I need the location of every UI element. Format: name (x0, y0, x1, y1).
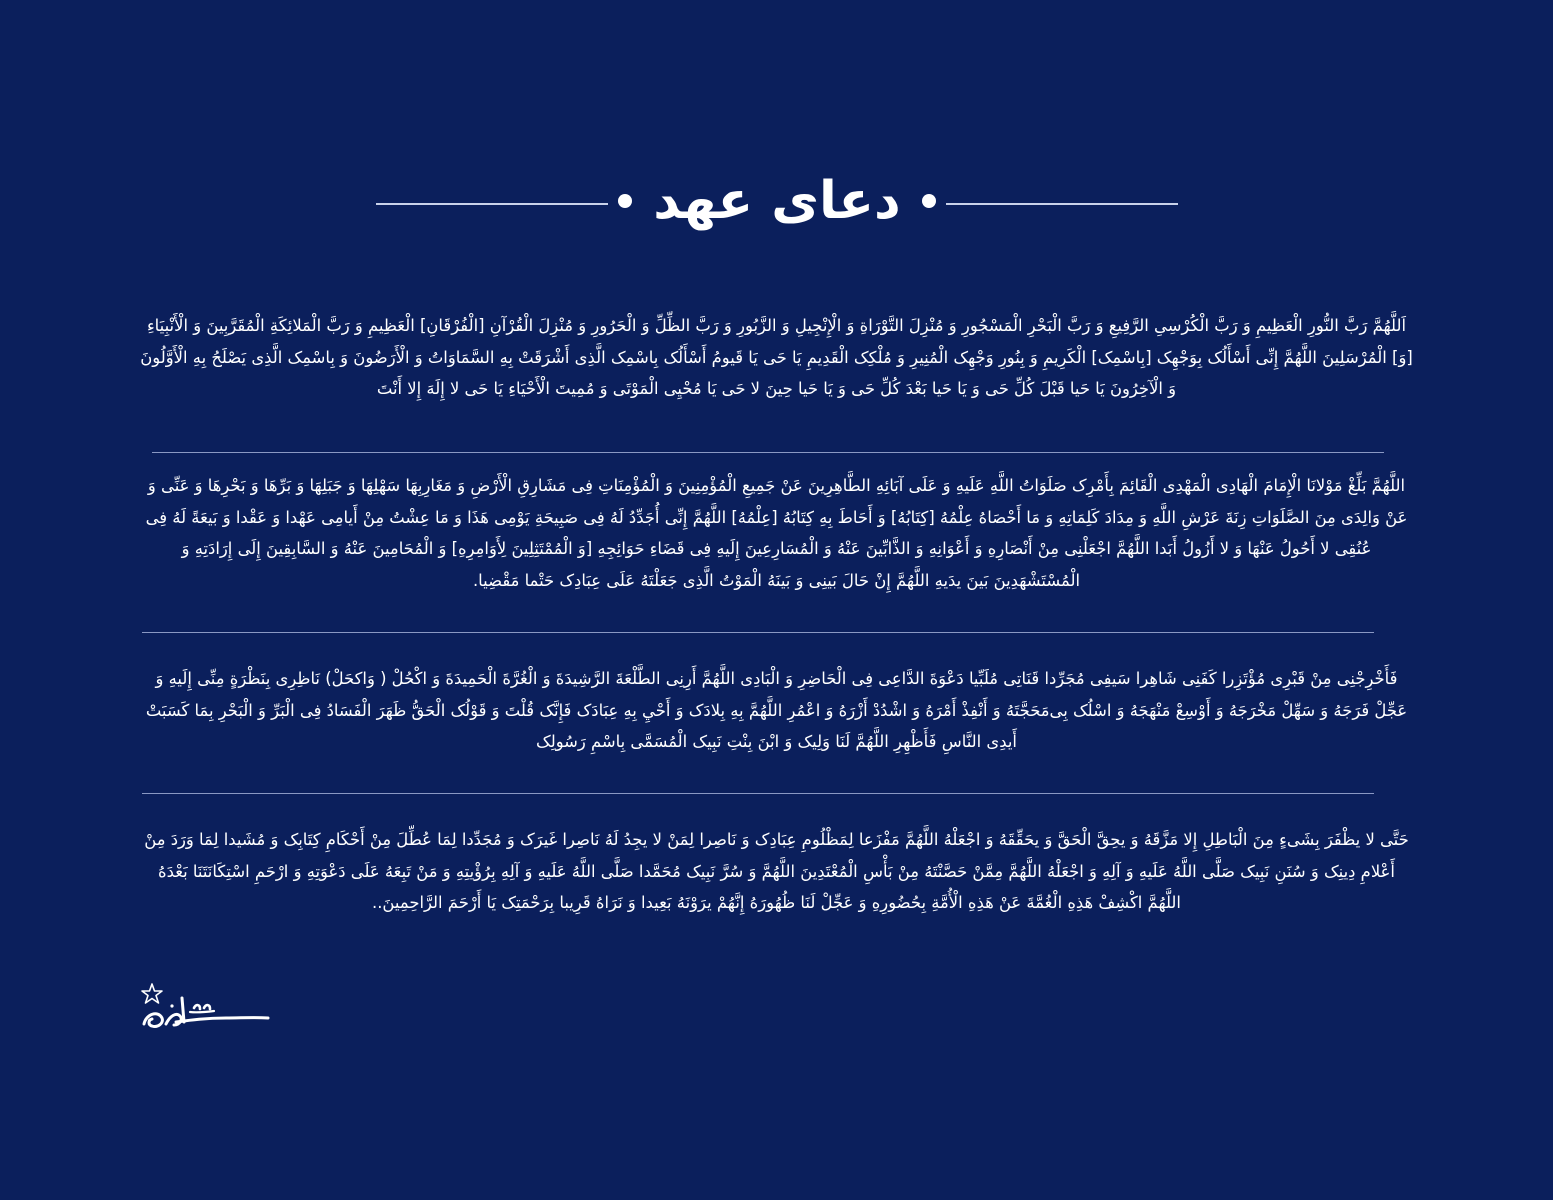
prayer-paragraph-2: اللَّهُمَّ بَلِّغْ مَوْلانَا الْإِمَامَ الْهَادِی الْمَهْدِی الْقَائِمَ بِأَمْرِک صَلَوَاتُ اللَّهِ عَلَيهِ وَ عَلَی آبَائِهِ الطَّاهِرِينَ عَنْ جَمِيعِ الْمُؤْمِنِينَ وَ الْمُؤْمِنَاتِ فِی مَشَارِقِ الْأَرْضِ وَ مَغَارِبِهَا سَهْلِهَا وَ جَبَلِهَا وَ بَرِّهَا وَ بَحْرِهَا وَ عَنِّی وَ عَنْ وَالِدَی مِنَ الصَّلَوَاتِ زِنَةَ عَرْشِ اللَّهِ وَ مِدَادَ كَلِمَاتِهِ وَ مَا أَحْصَاهُ عِلْمُهُ [كِتَابُهُ] وَ أَحَاطَ بِهِ كِتَابُهُ [عِلْمُهُ] اللَّهُمَّ إِنِّی أُجَدِّدُ لَهُ فِی صَبِيحَةِ يَوْمِی هَذَا وَ مَا عِشْتُ مِنْ أَيامِی عَهْدا وَ عَقْدا وَ بَيعَةً لَهُ فِی عُنُقِی لا أَحُولُ عَنْهَا وَ لا أَزُولُ أَبَدا اللَّهُمَّ اجْعَلْنِی مِنْ أَنْصَارِهِ وَ أَعْوَانِهِ وَ الذَّابِّينَ عَنْهُ وَ الْمُسَارِعِينَ إِلَيهِ فِی قَضَاءِ حَوَائِجِهِ [وَ الْمُمْتَثِلِينَ لِأَوَامِرِهِ] وَ الْمُحَامِينَ عَنْهُ وَ السَّابِقِينَ إِلَی إِرَادَتِهِ وَ الْمُسْتَشْهَدِينَ بَينَ يدَيهِ اللَّهُمَّ إِنْ حَالَ بَينِی وَ بَينَهُ الْمَوْتُ الَّذِی جَعَلْتَهُ عَلَی عِبَادِک حَتْما مَقْضِيا. (145, 476, 1408, 590)
title-rule-right (946, 203, 1178, 205)
paragraph-divider-1 (152, 452, 1384, 453)
paragraph-divider-2 (142, 632, 1374, 633)
title-banner (376, 150, 1178, 260)
signature-mark-icon (136, 978, 276, 1038)
title-dot-right (922, 194, 936, 208)
paragraph-divider-3 (142, 793, 1374, 794)
prayer-paragraph-4: حَتَّی لا يظْفَرَ بِشَیءٍ مِنَ الْبَاطِلِ إِلا مَزَّقَهُ وَ يحِقَّ الْحَقَّ وَ يحَقِّقَهُ وَ اجْعَلْهُ اللَّهُمَّ مَفْزَعا لِمَظْلُومِ عِبَادِک وَ نَاصِرا لِمَنْ لا يجِدُ لَهُ نَاصِرا غَيرَک وَ مُجَدِّدا لِمَا عُطِّلَ مِنْ أَحْكَامِ كِتَابِک وَ مُشَيدا لِمَا وَرَدَ مِنْ أَعْلامِ دِينِک وَ سُنَنِ نَبِيک صَلَّی اللَّهُ عَلَيهِ وَ آلِهِ وَ اجْعَلْهُ اللَّهُمَّ مِمَّنْ حَصَّنْتَهُ مِنْ بَأْسِ الْمُعْتَدِينَ اللَّهُمَّ وَ سُرَّ نَبِيک مُحَمَّدا صَلَّی اللَّهُ عَلَيهِ وَ آلِهِ بِرُؤْيتِهِ وَ مَنْ تَبِعَهُ عَلَی دَعْوَتِهِ وَ ارْحَمِ اسْتِكَانَتَنَا بَعْدَهُ اللَّهُمَّ اكْشِفْ هَذِهِ الْغُمَّةَ عَنْ هَذِهِ الْأُمَّةِ بِحُضُورِهِ وَ عَجِّلْ لَنَا ظُهُورَهُ إِنَّهُمْ يرَوْنَهُ بَعِيدا وَ نَرَاهُ قَرِيبا بِرَحْمَتِک يَا أَرْحَمَ الرَّاحِمِينَ.. (144, 830, 1409, 912)
title-dot-left (618, 194, 632, 208)
page-title: دعای عهد (653, 171, 901, 231)
title-rule-left (376, 203, 608, 205)
signature-logo (136, 978, 276, 1038)
prayer-paragraph-3: فَأَخْرِجْنِی مِنْ قَبْرِی مُؤْتَزِرا كَفَنِی شَاهِرا سَيفِی مُجَرِّدا قَنَاتِی مُلَبِّيا دَعْوَةَ الدَّاعِی فِی الْحَاضِرِ وَ الْبَادِی اللَّهُمَّ أَرِنِی الطَّلْعَةَ الرَّشِيدَةَ وَ الْغُرَّةَ الْحَمِيدَةَ وَ اكْحُلْ ( وَاكحَلْ) نَاظِرِی بِنَظْرَةٍ مِنِّی إِلَيهِ وَ عَجِّلْ فَرَجَهُ وَ سَهِّلْ مَخْرَجَهُ وَ أَوْسِعْ مَنْهَجَهُ وَ اسْلُک بِی‌مَحَجَّتَهُ وَ أَنْفِذْ أَمْرَهُ وَ اشْدُدْ أَزْرَهُ وَ اعْمُرِ اللَّهُمَّ بِهِ بِلادَک وَ أَحْيِ بِهِ عِبَادَک فَإِنَّک قُلْتَ وَ قَوْلُک الْحَقُّ ظَهَرَ الْفَسَادُ فِی الْبَرِّ وَ الْبَحْرِ بِمَا كَسَبَتْ أَيدِی النَّاسِ فَأَظْهِرِ اللَّهُمَّ لَنَا وَلِيک وَ ابْنَ بِنْتِ نَبِيک الْمُسَمَّی بِاسْمِ رَسُولِک (145, 669, 1408, 751)
prayer-paragraph-1: اَللَّهُمَّ رَبَّ النُّورِ الْعَظِيمِ وَ رَبَّ الْكُرْسِیِ الرَّفِيعِ وَ رَبَّ الْبَحْرِ الْمَسْجُورِ وَ مُنْزِلَ التَّوْرَاةِ وَ الْإِنْجِيلِ وَ الزَّبُورِ وَ رَبَّ الظِّلِّ وَ الْحَرُورِ وَ مُنْزِلَ الْقُرْآنِ [الْفُرْقَانِ] الْعَظِيمِ وَ رَبَّ الْمَلائِكَةِ الْمُقَرَّبِينَ وَ الْأَنْبِيَاءِ [وَ] الْمُرْسَلِينَ اللَّهُمَّ إِنِّی أَسْأَلُک بِوَجْهِک [بِاسْمِک] الْكَرِيمِ وَ بِنُورِ وَجْهِک الْمُنِيرِ وَ مُلْكِک الْقَدِيمِ يَا حَی يَا قَيومُ أَسْأَلُک بِاسْمِک الَّذِی أَشْرَقَتْ بِهِ السَّمَاوَاتُ وَ الْأَرَضُونَ وَ بِاسْمِک الَّذِی يَصْلَحُ بِهِ الْأَوَّلُونَ وَ الْآخِرُونَ يَا حَيا قَبْلَ كُلِّ حَی وَ يَا حَيا بَعْدَ كُلِّ حَی وَ يَا حَيا حِينَ لا حَی يَا مُحْيِی الْمَوْتَی وَ مُمِيتَ الْأَحْيَاءِ يَا حَی لا إِلَهَ إِلا أَنْتَ (140, 316, 1413, 398)
